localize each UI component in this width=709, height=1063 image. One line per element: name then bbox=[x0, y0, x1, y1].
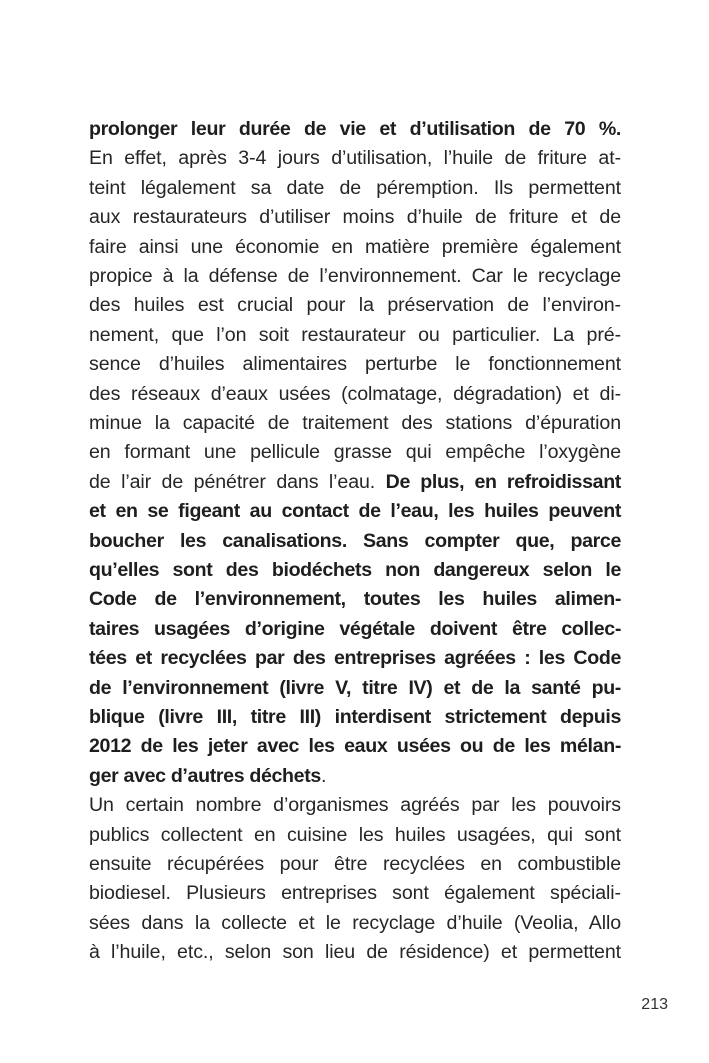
text-line bbox=[89, 499, 621, 523]
bold-text-segment: tées et recyclées par des entreprises agréées : les Code bbox=[89, 647, 621, 670]
text-segment: sées dans la collecte et le recyclage d’huile (Veolia, Allo bbox=[89, 911, 621, 934]
text-line bbox=[89, 293, 621, 317]
text-segment: aux restaurateurs d’utiliser moins d’huile de friture et de bbox=[89, 206, 621, 229]
text-line bbox=[89, 146, 621, 170]
text-segment: biodiesel. Plusieurs entreprises sont également spéciali- bbox=[89, 882, 621, 905]
text-line bbox=[89, 382, 621, 406]
text-line bbox=[89, 617, 621, 641]
text-line bbox=[89, 823, 621, 847]
bold-text-segment: ger avec d’autres déchets bbox=[89, 764, 321, 787]
text-line bbox=[89, 323, 621, 347]
bold-text-segment: de l’environnement (livre V, titre IV) et de la santé pu- bbox=[89, 676, 621, 699]
bold-text-segment: 2012 de les jeter avec les eaux usées ou de les mélan- bbox=[89, 735, 621, 758]
bold-text-segment: prolonger leur durée de vie et d’utilisation de 70 %. bbox=[89, 118, 621, 140]
text-line bbox=[89, 881, 621, 905]
bold-text-segment: boucher les canalisations. Sans compter que, parce bbox=[89, 529, 621, 552]
text-segment: publics collectent en cuisine les huiles usagées, qui sont bbox=[89, 823, 621, 846]
text-line bbox=[89, 558, 621, 582]
text-segment: nement, que l’on soit restaurateur ou particulier. La pré- bbox=[89, 323, 621, 346]
text-line bbox=[89, 852, 621, 876]
text-line bbox=[89, 705, 621, 729]
text-segment: à l’huile, etc., selon son lieu de résidence) et permettent bbox=[89, 941, 621, 964]
text-line bbox=[89, 529, 621, 553]
text-segment: minue la capacité de traitement des stations d’épuration bbox=[89, 412, 621, 434]
text-line bbox=[89, 205, 621, 229]
text-segment: ensuite récupérées pour être recyclées en combustible bbox=[89, 853, 621, 875]
bold-text-segment: De plus, en refroidissant bbox=[385, 470, 621, 493]
bold-text-segment: taires usagées d’origine végétale doivent être collec- bbox=[89, 617, 621, 640]
text-line bbox=[89, 793, 621, 817]
text-segment: sence d’huiles alimentaires perturbe le fonctionnement bbox=[89, 353, 621, 376]
text-line bbox=[89, 676, 621, 700]
text-line bbox=[89, 352, 621, 376]
text-line bbox=[89, 440, 621, 464]
page-number: 213 bbox=[641, 996, 668, 1013]
text-line bbox=[89, 117, 621, 141]
bold-text-segment: blique (livre III, titre III) interdisent strictement depuis bbox=[89, 706, 621, 728]
text-line bbox=[89, 411, 621, 435]
text-line bbox=[89, 764, 621, 788]
text-line bbox=[89, 940, 621, 964]
bold-text-segment: Code de l’environnement, toutes les huiles alimen- bbox=[89, 588, 621, 611]
text-segment: Un certain nombre d’organismes agréés par les pouvoirs bbox=[89, 794, 621, 817]
text-line bbox=[89, 587, 621, 611]
text-segment: des réseaux d’eaux usées (colmatage, dégradation) et di- bbox=[89, 382, 621, 405]
text-segment: propice à la défense de l’environnement. Car le recyclage bbox=[89, 265, 621, 287]
text-segment: faire ainsi une économie en matière première également bbox=[89, 235, 621, 258]
text-segment: de l’air de pénétrer dans l’eau. bbox=[89, 470, 386, 493]
bold-text-segment: et en se figeant au contact de l’eau, les huiles peuvent bbox=[89, 500, 621, 523]
text-segment: des huiles est crucial pour la préservation de l’environ- bbox=[89, 294, 621, 317]
text-line bbox=[89, 646, 621, 670]
text-segment: en formant une pellicule grasse qui empêche l’oxygène bbox=[89, 441, 621, 464]
text-line bbox=[89, 911, 621, 935]
text-line bbox=[89, 176, 621, 200]
text-segment: . bbox=[320, 764, 327, 787]
text-line bbox=[89, 264, 621, 288]
text-line bbox=[89, 470, 621, 494]
bold-text-segment: qu’elles sont des biodéchets non dangereux selon le bbox=[89, 559, 621, 581]
text-line bbox=[89, 235, 621, 259]
text-segment: teint légalement sa date de péremption. Ils permettent bbox=[89, 176, 621, 199]
text-segment: En effet, après 3-4 jours d’utilisation, l’huile de friture at- bbox=[89, 147, 621, 170]
text-line bbox=[89, 734, 621, 758]
